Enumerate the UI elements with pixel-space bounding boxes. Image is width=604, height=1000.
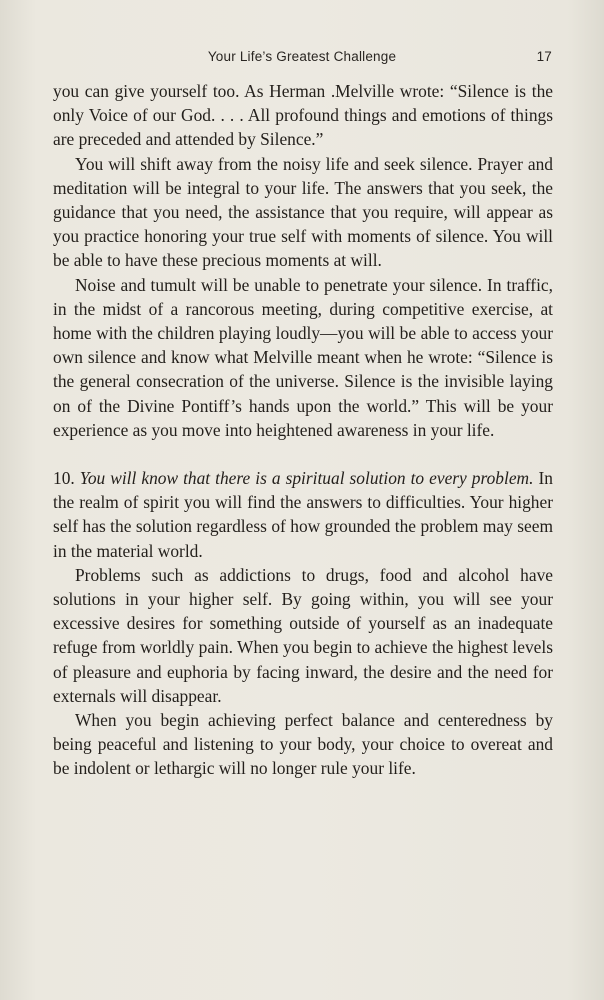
page-number: 17 <box>536 49 552 64</box>
body-text <box>53 79 553 781</box>
numbered-paragraph-10 <box>53 466 553 563</box>
paragraph-1: you can give yourself too. As Herman .Melville wrote: “Silence is the only Voice of our God. . . . All profound things and emotions of things are preceded and attended by Silence.” <box>53 81 553 150</box>
paragraph-3: Noise and tumult will be unable to penetrate your silence. In traffic, in the midst of a rancorous meeting, during competitive exercise, at home with the children playing loudly—you will be able to access your own silence and know what Melville meant when he wrote: “Silence is the general consecration of the universe. Silence is the invisible laying on of the Divine Pontiff’s hands upon the world.” This will be your experience as you move into heightened awareness in your life. <box>53 274 553 440</box>
paragraph-2: You will shift away from the noisy life and seek silence. Prayer and meditation will be integral to your life. The answers that you seek, the guidance that you need, the assistance that you require, will appear as you practice honoring your true self with moments of silence. You will be able to have these precious moments at will. <box>53 153 553 271</box>
item-number: 10. <box>53 468 75 489</box>
item-heading-italic: You will know that there is a spiritual solution to every problem. <box>79 468 534 489</box>
running-head-title: Your Life’s Greatest Challenge <box>207 49 397 64</box>
item-body: In the realm of spirit you will find the answers to difficulties. Your higher self has the solution regardless of how grounded the problem may seem in the material world. <box>53 468 553 561</box>
running-head <box>0 47 604 69</box>
paragraph-5: Problems such as addictions to drugs, food and alcohol have solutions in your higher self. By going within, you will see your excessive desires for something outside of yourself as an inadequate refuge from worldly pain. When you begin to achieve the highest levels of pleasure and euphoria by facing inward, the desire and the need for externals will disappear. <box>53 564 553 706</box>
paragraph-6: When you begin achieving perfect balance and centeredness by being peaceful and listening to your body, your choice to overeat and be indolent or lethargic will no longer rule your life. <box>53 710 553 779</box>
